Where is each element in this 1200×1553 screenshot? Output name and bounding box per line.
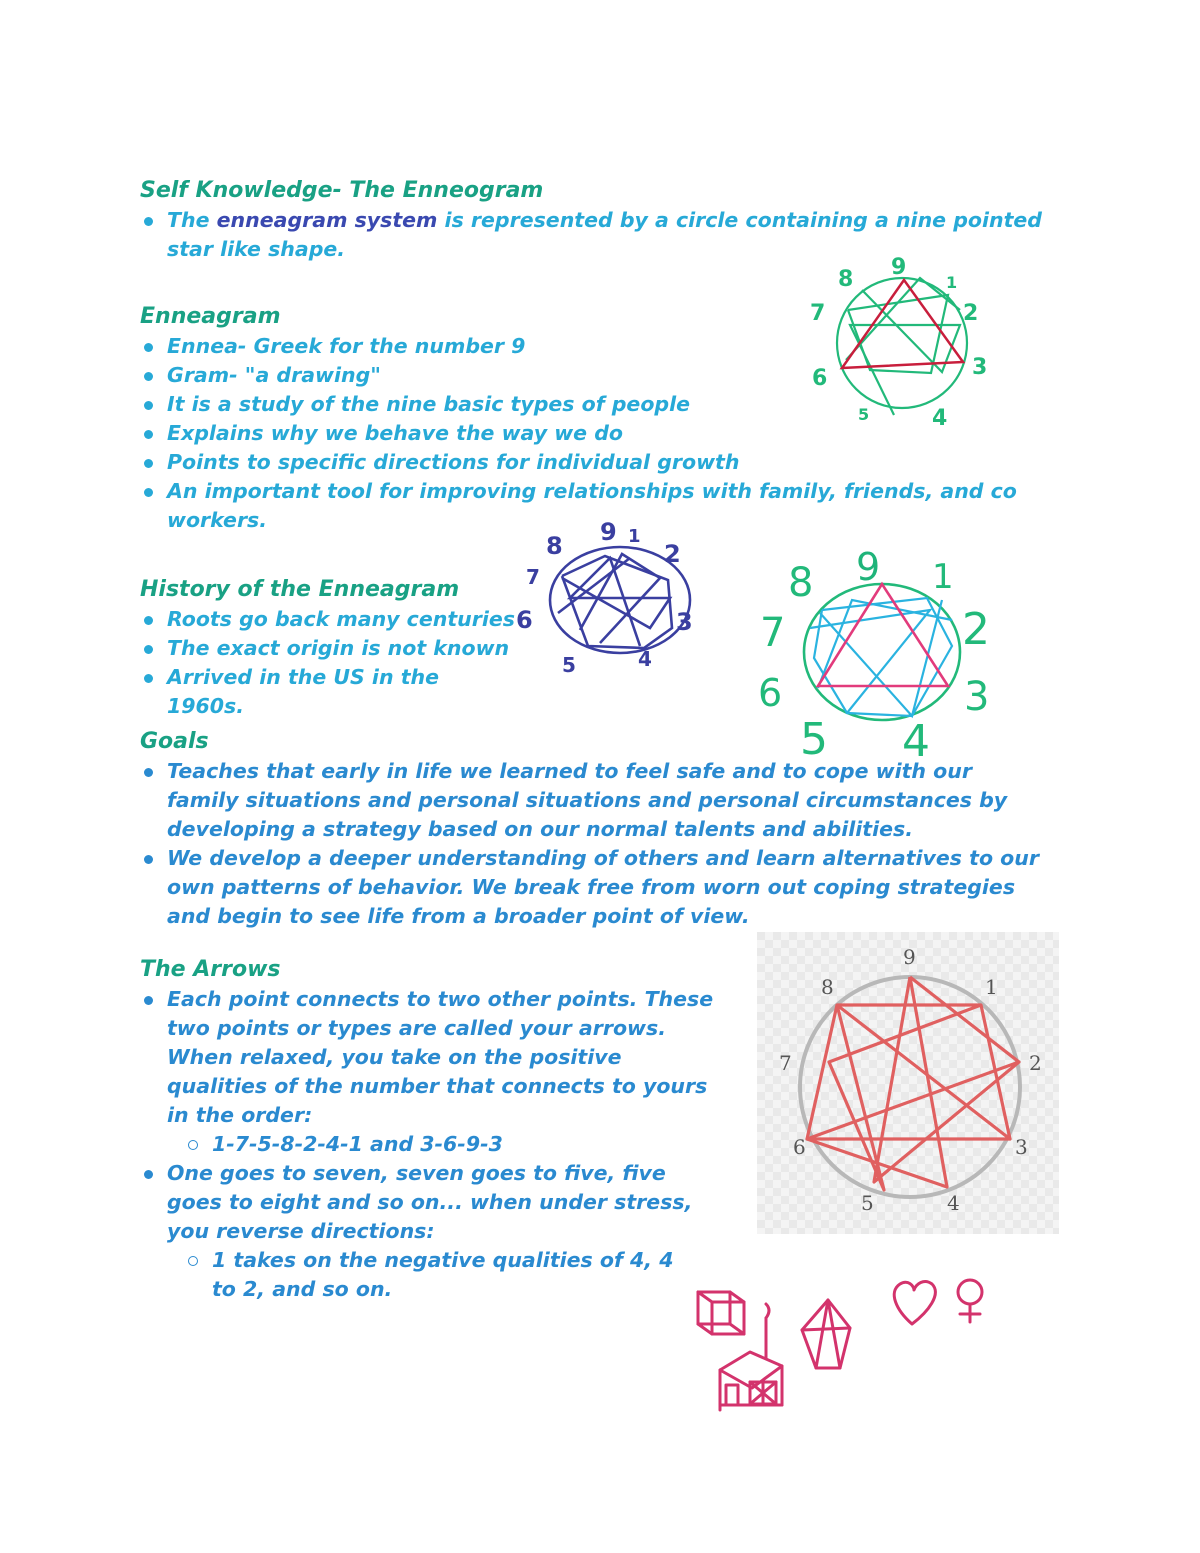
- label-7: 7: [760, 610, 786, 656]
- label-7: 7: [526, 565, 540, 589]
- label-1: 1: [946, 273, 958, 292]
- venus-symbol-doodle: [958, 1280, 982, 1322]
- label-6: 6: [758, 671, 783, 715]
- list-item: It is a study of the nine basic types of people: [140, 390, 1060, 419]
- label-4: 4: [932, 406, 948, 430]
- list-item: Teaches that early in life we learned to feel safe and to cope with our family situations and personal situations and personal circumstances by developing a strategy based on our normal talents and abilities.: [140, 757, 1040, 844]
- label-7: 7: [810, 301, 826, 326]
- heading-goals: Goals: [140, 729, 209, 754]
- goals-list: [140, 757, 1040, 931]
- arrows-sublist: [187, 1130, 720, 1159]
- list-item: We develop a deeper understanding of others and learn alternatives to our own patterns of behavior. We break free from worn out coping strategies and begin to see life from a broader point of view.: [140, 844, 1040, 931]
- label-5: 5: [858, 405, 870, 424]
- label-3: 3: [964, 674, 990, 720]
- list-item: Explains why we behave the way we do: [140, 419, 1060, 448]
- label-9: 9: [903, 945, 916, 969]
- sub-list-item: 1 takes on the negative qualities of 4, 4 to 2, and so on.: [187, 1246, 687, 1304]
- label-3: 3: [972, 355, 988, 380]
- label-3: 3: [676, 608, 693, 636]
- label-9: 9: [856, 548, 881, 589]
- list-item: An important tool for improving relationships with family, friends, and co workers.: [140, 477, 1017, 535]
- label-1: 1: [932, 557, 954, 597]
- section-history: [140, 575, 520, 721]
- label-4: 4: [638, 647, 652, 671]
- highlighted-term: enneagram system: [216, 208, 438, 232]
- label-1: 1: [628, 526, 641, 547]
- label-2: 2: [962, 604, 990, 655]
- sub-list-item: 1-7-5-8-2-4-1 and 3-6-9-3: [187, 1130, 720, 1159]
- label-2: 2: [963, 301, 979, 326]
- arrows-sublist: [187, 1246, 687, 1304]
- section-arrows: [140, 955, 720, 1304]
- history-list: [140, 605, 520, 721]
- enneagram-diagram-green-pink: [752, 548, 1012, 760]
- label-5: 5: [800, 714, 828, 760]
- cube-doodle: [698, 1292, 744, 1334]
- label-6: 6: [812, 366, 828, 391]
- list-item: Ennea- Greek for the number 9: [140, 332, 1060, 361]
- label-9: 9: [600, 518, 617, 546]
- label-8: 8: [546, 532, 563, 560]
- heading-self-knowledge: Self Knowledge- The Enneogram: [140, 178, 544, 203]
- label-9: 9: [891, 255, 907, 280]
- enneagram-diagram-navy: [510, 518, 710, 678]
- label-4: 4: [902, 716, 930, 760]
- label-8: 8: [788, 560, 814, 606]
- label-8: 8: [838, 267, 854, 292]
- heading-history: History of the Enneagram: [140, 577, 460, 602]
- list-item: Roots go back many centuries: [140, 605, 520, 634]
- label-2: 2: [1029, 1051, 1042, 1075]
- label-6: 6: [793, 1135, 806, 1159]
- label-5: 5: [861, 1191, 874, 1215]
- label-3: 3: [1015, 1135, 1028, 1159]
- arrows-list: [140, 985, 720, 1304]
- list-item: Each point connects to two other points. These two points or types are called your arrows. When relaxed, you take on the positive qualities of the number that connects to yours in the order: 1-7-5-8-2-4-1 and 3-6-9-3: [140, 985, 720, 1159]
- list-item: Gram- "a drawing": [140, 361, 1060, 390]
- label-5: 5: [562, 653, 576, 677]
- gem-doodle: [802, 1300, 850, 1368]
- label-2: 2: [664, 540, 681, 568]
- doodles: [690, 1270, 1020, 1440]
- list-item: Arrived in the US in the 1960s.: [140, 663, 520, 721]
- list-item: The enneagram system is represented by a circle containing a nine pointed star like shape.: [140, 206, 1070, 264]
- enneagram-diagram-salmon: [757, 932, 1059, 1234]
- heart-doodle: [894, 1282, 935, 1324]
- enneagram-diagram-green-red: [800, 250, 1000, 430]
- label-6: 6: [516, 606, 533, 634]
- list-item: Points to specific directions for individual growth: [140, 448, 1060, 477]
- list-item: The exact origin is not known: [140, 634, 520, 663]
- label-7: 7: [779, 1051, 792, 1075]
- label-4: 4: [947, 1191, 960, 1215]
- list-item: One goes to seven, seven goes to five, five goes to eight and so on... when under stress, you reverse directions: 1 takes on the negative qualities of 4, 4 to 2, and so on.: [140, 1159, 720, 1304]
- heading-enneagram: Enneagram: [140, 304, 281, 329]
- heading-arrows: The Arrows: [140, 957, 281, 982]
- label-8: 8: [821, 975, 834, 999]
- label-1: 1: [985, 975, 998, 999]
